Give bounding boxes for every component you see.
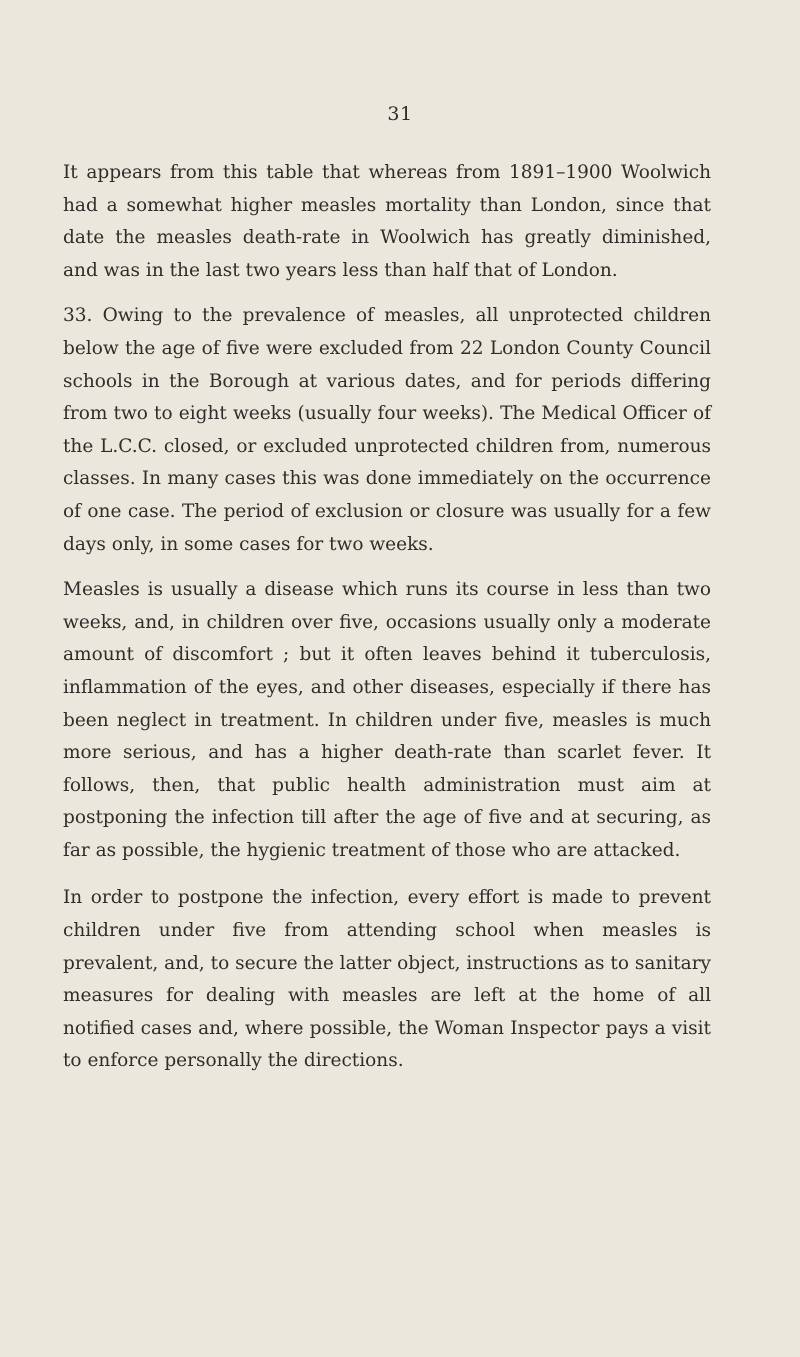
page-number: 31	[387, 103, 413, 125]
body-text	[63, 157, 711, 1078]
paragraph-33-school-exclusions: 33. Owing to the prevalence of measles, all unprotected children below the age of five were excluded from 22 London County Council schools in the Borough at various dates, and for periods differing from two to eight weeks (usually four weeks). The Medical Officer of the L.C.C. closed, or excluded unprotected children from, numerous classes. In many cases this was done immediately on the occurrence of one case. The period of exclusion or closure was usually for a few days only, in some cases for two weeks.	[63, 305, 711, 555]
paragraph-postponing-infection: In order to postpone the infection, every effort is made to prevent children under five from attending school when measles is prevalent, and, to secure the latter object, instructions as to sanitary measures for dealing with measles are left at the home of all notified cases and, where possible, the Woman Inspector pays a visit to enforce personally the directions.	[63, 887, 711, 1072]
paragraph-measles-severity: Measles is usually a disease which runs its course in less than two weeks, and, in children over five, occasions usually only a moderate amount of discomfort ; but it often leaves behind it tuberculosis, inflammation of the eyes, and other diseases, especially if there has been neglect in treatment. In children under five, measles is much more serious, and has a higher death-rate than scarlet fever. It follows, then, that public health administration must aim at postponing the infection till after the age of five and at securing, as far as possible, the hygienic treatment of those who are attacked.	[63, 579, 711, 861]
paragraph-measles-mortality-comparison: It appears from this table that whereas from 1891–1900 Woolwich had a somewhat higher measles mortality than London, since that date the measles death-rate in Woolwich has greatly diminished, and was in the last two years less than half that of London.	[63, 162, 711, 281]
